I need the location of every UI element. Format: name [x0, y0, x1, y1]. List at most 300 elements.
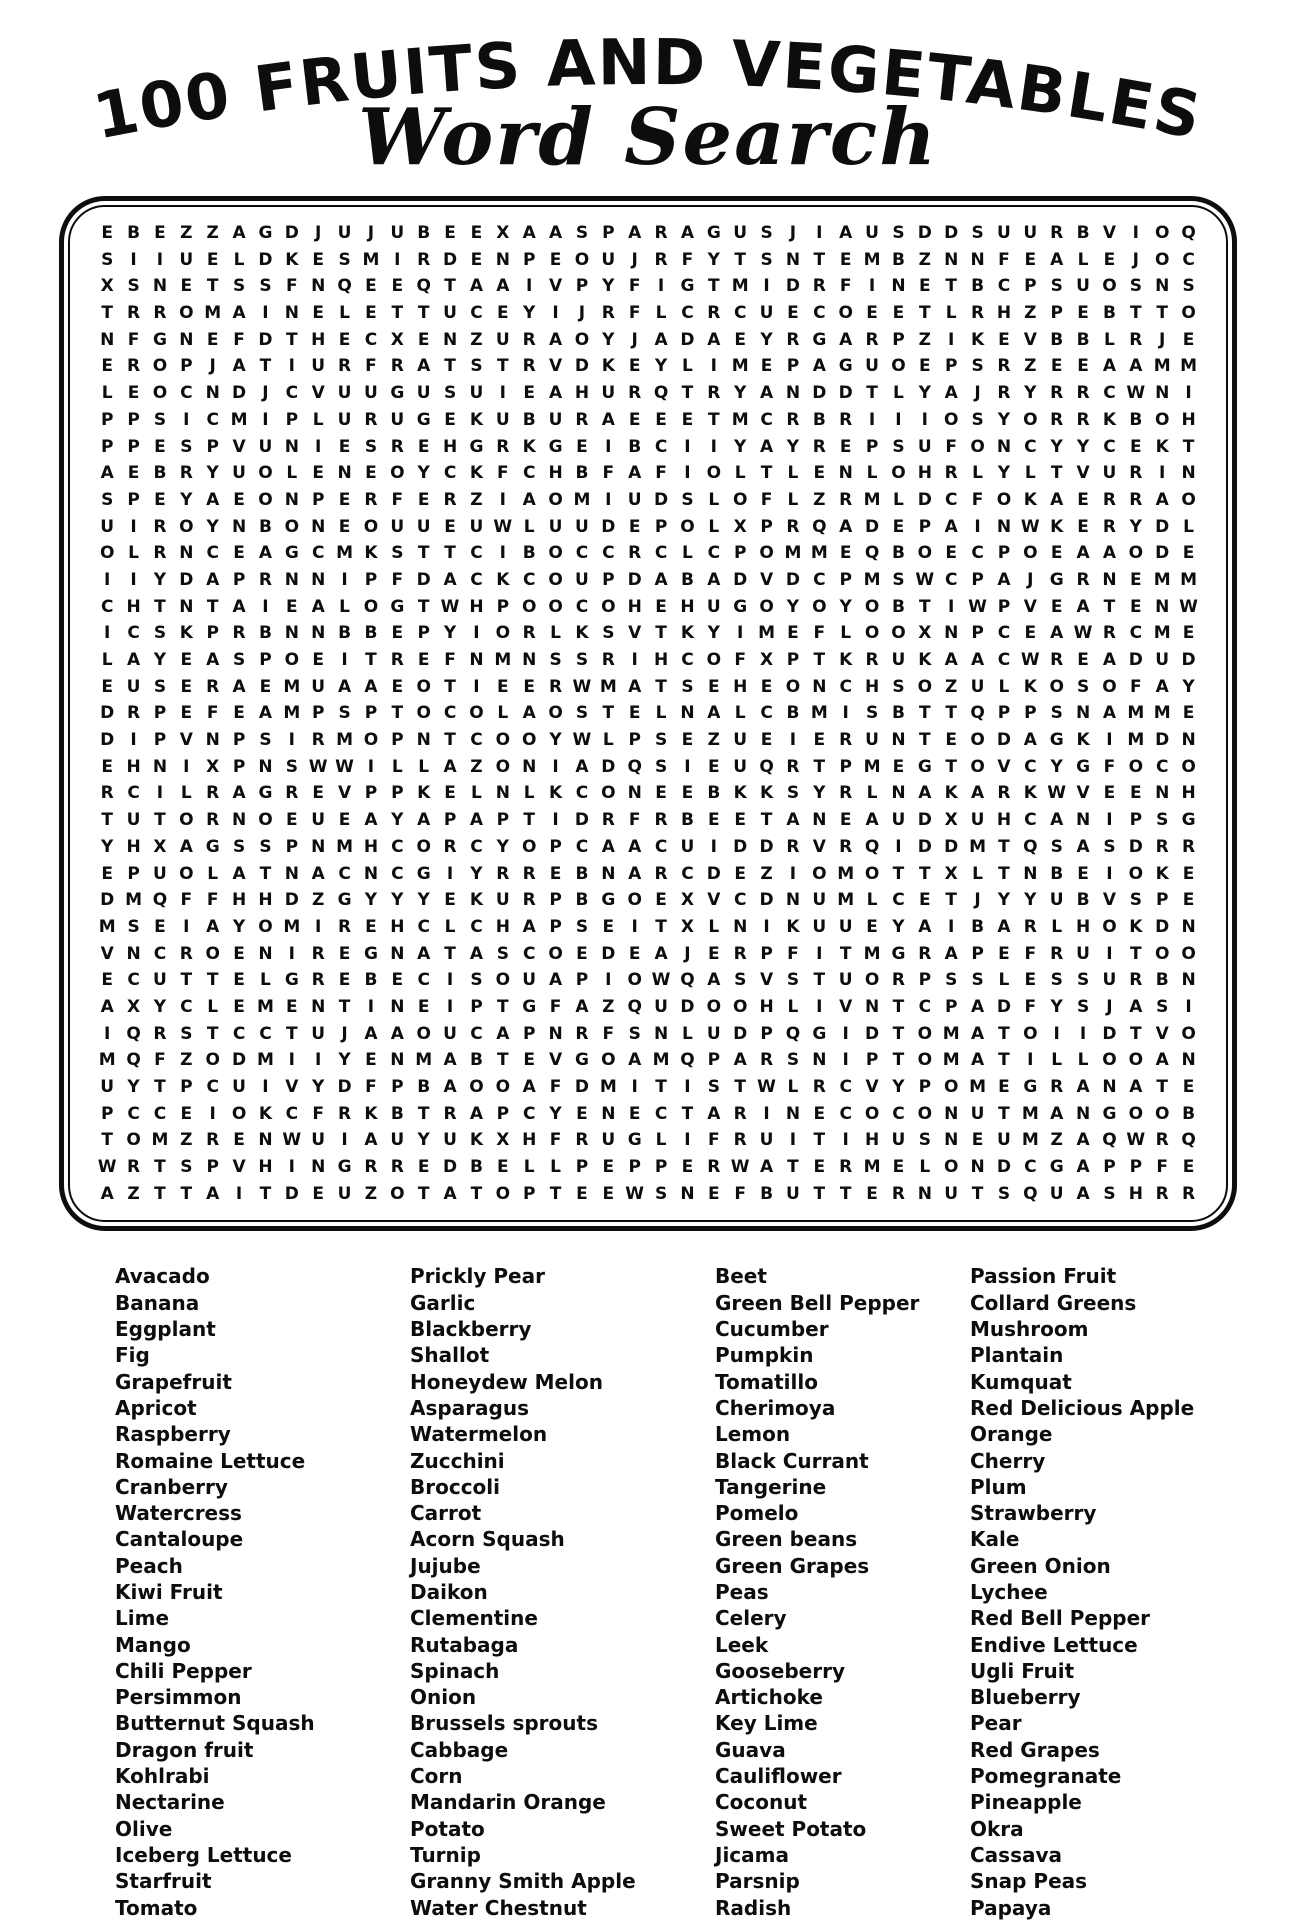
grid-letter: O: [1128, 1103, 1144, 1124]
grid-letter: R: [839, 489, 853, 510]
grid-letter: E: [866, 1183, 878, 1204]
grid-letter: O: [390, 463, 405, 484]
grid-row: [94, 914, 1202, 941]
grid-letter: C: [259, 1023, 272, 1044]
word-list-item: Tangerine: [715, 1474, 827, 1499]
grid-letter: F: [681, 249, 694, 270]
grid-letter: F: [154, 1050, 166, 1071]
grid-letter: Z: [1024, 303, 1037, 324]
grid-letter: G: [627, 1130, 642, 1151]
grid-letter: Y: [232, 916, 246, 937]
grid-row: [94, 780, 1202, 807]
grid-letter: Y: [602, 329, 615, 350]
grid-row: [94, 220, 1202, 247]
grid-letter: O: [864, 1103, 880, 1124]
grid-letter: E: [892, 516, 905, 537]
grid-letter: U: [416, 383, 431, 404]
grid-letter: Z: [470, 756, 483, 777]
grid-letter: S: [101, 249, 114, 270]
grid-letter: F: [365, 356, 377, 377]
grid-letter: O: [574, 249, 590, 270]
grid-letter: B: [680, 810, 694, 831]
grid-letter: P: [496, 810, 510, 831]
grid-letter: L: [1051, 1050, 1063, 1071]
grid-row: [94, 353, 1202, 380]
grid-row: [94, 1154, 1202, 1181]
grid-letter: G: [363, 943, 378, 964]
word-list-item: Kumquat: [970, 1369, 1072, 1394]
grid-letter: Y: [443, 623, 457, 644]
grid-letter: T: [206, 1023, 219, 1044]
grid-letter: L: [497, 703, 509, 724]
grid-letter: E: [365, 303, 377, 324]
grid-letter: K: [469, 1130, 484, 1151]
grid-letter: C: [522, 1103, 536, 1124]
grid-letter: C: [470, 543, 483, 564]
grid-letter: N: [311, 836, 326, 857]
grid-letter: R: [522, 356, 536, 377]
grid-letter: I: [842, 1023, 849, 1044]
grid-letter: B: [575, 863, 589, 884]
grid-letter: P: [575, 276, 589, 297]
grid-letter: J: [631, 249, 638, 270]
grid-letter: L: [840, 623, 852, 644]
grid-letter: B: [707, 783, 721, 804]
grid-letter: P: [153, 730, 167, 751]
grid-letter: C: [127, 970, 140, 991]
grid-letter: X: [496, 1130, 510, 1151]
grid-letter: E: [866, 916, 878, 937]
grid-letter: C: [470, 836, 483, 857]
grid-letter: S: [1156, 810, 1169, 831]
grid-letter: V: [337, 783, 352, 804]
grid-letter: U: [364, 383, 378, 404]
grid-letter: O: [601, 596, 616, 617]
grid-letter: U: [759, 303, 774, 324]
grid-letter: I: [367, 996, 375, 1017]
grid-letter: S: [153, 409, 167, 430]
grid-letter: A: [1076, 596, 1090, 617]
grid-letter: E: [945, 543, 957, 564]
grid-letter: T: [760, 810, 773, 831]
grid-letter: B: [760, 1183, 774, 1204]
word-list-item: Avacado: [115, 1264, 210, 1289]
grid-letter: E: [312, 303, 324, 324]
word-list-item: Spinach: [410, 1658, 500, 1683]
grid-letter: U: [153, 863, 167, 884]
grid-letter: R: [1050, 1077, 1064, 1097]
grid-letter: E: [523, 676, 535, 697]
grid-letter: N: [469, 650, 484, 670]
grid-letter: E: [1077, 489, 1089, 510]
grid-letter: K: [839, 650, 853, 670]
grid-letter: C: [285, 1103, 299, 1124]
grid-letter: E: [338, 436, 351, 457]
grid-letter: P: [232, 756, 246, 777]
grid-letter: C: [681, 303, 694, 324]
grid-letter: T: [444, 730, 456, 751]
grid-letter: Y: [1024, 890, 1037, 911]
grid-letter: O: [284, 516, 300, 537]
grid-letter: U: [337, 1183, 352, 1204]
grid-letter: V: [1102, 890, 1117, 911]
grid-letter: T: [259, 1183, 272, 1204]
grid-letter: N: [258, 756, 273, 777]
grid-letter: F: [655, 463, 667, 484]
grid-letter: C: [575, 596, 589, 617]
grid-letter: C: [127, 623, 140, 644]
grid-letter: U: [575, 516, 589, 537]
grid-letter: I: [684, 463, 691, 484]
grid-letter: T: [813, 249, 826, 270]
grid-letter: W: [440, 596, 460, 617]
grid-letter: C: [654, 543, 668, 564]
grid-letter: I: [209, 1103, 216, 1124]
grid-letter: R: [839, 1157, 853, 1178]
grid-letter: Q: [785, 1023, 801, 1044]
grid-letter: A: [522, 489, 536, 510]
word-list-item: Cauliflower: [715, 1764, 842, 1789]
grid-letter: O: [917, 543, 933, 564]
grid-letter: R: [1182, 1183, 1196, 1204]
grid-letter: E: [417, 650, 430, 670]
grid-letter: W: [1179, 596, 1198, 617]
grid-letter: L: [312, 409, 324, 430]
grid-letter: R: [628, 383, 642, 404]
word-list-item: Green Bell Pepper: [715, 1290, 920, 1315]
grid-letter: T: [444, 943, 456, 964]
grid-letter: U: [865, 730, 879, 751]
grid-letter: S: [760, 249, 773, 270]
grid-letter: U: [443, 303, 457, 324]
grid-letter: R: [944, 463, 958, 484]
grid-letter: R: [654, 863, 668, 884]
grid-letter: J: [631, 329, 638, 350]
grid-letter: C: [522, 463, 536, 484]
grid-letter: Y: [1024, 383, 1037, 404]
grid-letter: N: [258, 943, 273, 964]
grid-letter: E: [312, 650, 324, 670]
grid-letter: B: [1076, 890, 1090, 911]
grid-letter: S: [153, 623, 167, 644]
grid-letter: T: [101, 810, 113, 831]
grid-letter: O: [521, 836, 537, 857]
grid-letter: U: [970, 676, 985, 697]
grid-letter: Y: [153, 996, 167, 1017]
grid-letter: M: [863, 756, 881, 777]
grid-letter: O: [574, 329, 590, 350]
grid-letter: R: [496, 863, 510, 884]
grid-letter: R: [865, 329, 879, 350]
grid-letter: M: [336, 836, 354, 857]
grid-letter: O: [838, 303, 853, 324]
grid-letter: B: [1129, 409, 1143, 430]
grid-letter: K: [285, 249, 299, 270]
grid-letter: A: [1076, 1157, 1090, 1178]
grid-letter: O: [1154, 223, 1170, 243]
grid-letter: A: [944, 650, 958, 670]
grid-letter: I: [156, 249, 164, 270]
grid-letter: N: [1155, 383, 1170, 404]
grid-letter: Q: [680, 1050, 695, 1071]
grid-letter: I: [183, 756, 190, 777]
grid-letter: R: [1076, 569, 1090, 590]
grid-letter: K: [1155, 863, 1169, 884]
grid-letter: C: [391, 863, 404, 884]
word-list-item: Key Lime: [715, 1711, 818, 1736]
grid-letter: P: [865, 436, 879, 457]
grid-letter: E: [417, 1157, 430, 1178]
grid-border-outer: [59, 196, 1237, 1231]
grid-letter: M: [810, 543, 828, 564]
grid-letter: U: [733, 730, 748, 751]
grid-letter: R: [153, 303, 167, 324]
grid-letter: S: [1050, 703, 1063, 724]
grid-letter: A: [733, 1050, 747, 1071]
grid-letter: P: [496, 596, 510, 617]
grid-letter: E: [655, 890, 667, 911]
grid-letter: W: [1073, 623, 1093, 644]
word-list-item: Brussels sprouts: [410, 1711, 598, 1736]
grid-letter: I: [842, 703, 849, 724]
grid-letter: S: [1076, 970, 1090, 991]
grid-letter: R: [918, 943, 932, 964]
grid-letter: Y: [338, 1050, 351, 1071]
grid-letter: C: [813, 303, 826, 324]
grid-letter: F: [760, 489, 773, 510]
grid-letter: P: [1129, 810, 1143, 831]
grid-letter: T: [892, 996, 905, 1017]
grid-letter: B: [364, 970, 378, 991]
word-list-item: Watermelon: [410, 1422, 548, 1447]
grid-letter: S: [153, 676, 167, 697]
grid-letter: V: [865, 1077, 879, 1097]
grid-letter: A: [628, 1050, 642, 1071]
grid-letter: N: [601, 1103, 616, 1124]
grid-letter: Y: [417, 1130, 430, 1151]
grid-letter: T: [945, 703, 957, 724]
grid-letter: U: [100, 516, 115, 537]
grid-letter: A: [654, 329, 668, 350]
grid-letter: R: [654, 249, 668, 270]
grid-letter: R: [1129, 970, 1143, 991]
grid-letter: V: [548, 1050, 563, 1071]
grid-letter: O: [891, 623, 906, 644]
grid-letter: T: [919, 703, 931, 724]
grid-letter: P: [1050, 303, 1063, 324]
grid-letter: E: [180, 703, 193, 724]
grid-letter: I: [605, 436, 612, 457]
grid-letter: R: [707, 303, 721, 324]
grid-letter: A: [522, 916, 536, 937]
grid-letter: S: [734, 970, 747, 991]
grid-letter: I: [1185, 383, 1192, 404]
grid-letter: A: [997, 569, 1011, 590]
grid-letter: A: [1129, 356, 1143, 377]
grid-letter: S: [760, 223, 773, 243]
grid-letter: Z: [707, 730, 720, 751]
grid-letter: S: [654, 730, 668, 751]
grid-letter: Y: [839, 596, 852, 617]
grid-letter: N: [311, 276, 326, 297]
grid-letter: M: [1021, 1103, 1039, 1124]
grid-letter: O: [680, 516, 695, 537]
word-list-item: Daikon: [410, 1580, 488, 1604]
grid-letter: N: [284, 303, 299, 324]
grid-letter: P: [127, 436, 140, 457]
grid-letter: B: [971, 276, 985, 297]
grid-letter: D: [100, 703, 115, 724]
grid-letter: F: [444, 650, 456, 670]
grid-letter: T: [444, 276, 456, 297]
grid-letter: B: [971, 916, 985, 937]
grid-letter: U: [1155, 650, 1170, 670]
grid-letter: N: [1075, 1103, 1091, 1124]
grid-letter: Q: [1181, 223, 1196, 243]
grid-letter: E: [655, 596, 667, 617]
grid-letter: I: [1106, 810, 1113, 831]
grid-letter: M: [758, 623, 776, 644]
grid-letter: R: [997, 383, 1011, 404]
word-list-item: Guava: [715, 1737, 786, 1762]
grid-letter: R: [1129, 463, 1143, 484]
grid-letter: S: [786, 783, 800, 804]
word-list-item: Mango: [115, 1632, 191, 1657]
grid-row: [94, 460, 1202, 487]
grid-letter: P: [892, 329, 905, 350]
grid-letter: C: [470, 916, 483, 937]
grid-letter: L: [523, 783, 535, 804]
grid-letter: R: [232, 623, 246, 644]
grid-letter: P: [443, 810, 457, 831]
grid-letter: C: [443, 463, 457, 484]
grid-letter: S: [575, 916, 589, 937]
grid-letter: A: [232, 676, 246, 697]
grid-row: [94, 514, 1202, 541]
grid-letter: E: [734, 810, 746, 831]
grid-letter: E: [444, 783, 456, 804]
grid-letter: H: [864, 676, 880, 697]
grid-letter: L: [682, 356, 693, 377]
grid-letter: O: [1154, 409, 1170, 430]
grid-letter: M: [256, 1050, 274, 1071]
grid-letter: P: [760, 943, 773, 964]
grid-letter: O: [1102, 276, 1117, 297]
grid-letter: T: [892, 863, 905, 884]
grid-letter: C: [575, 836, 589, 857]
grid-letter: C: [127, 1103, 140, 1124]
grid-letter: L: [708, 516, 720, 537]
grid-letter: P: [997, 703, 1011, 724]
grid-letter: O: [943, 1077, 959, 1097]
grid-letter: O: [1181, 303, 1196, 324]
grid-letter: M: [731, 276, 749, 297]
grid-letter: S: [1050, 970, 1063, 991]
grid-letter: A: [443, 569, 457, 590]
grid-letter: N: [284, 863, 299, 884]
grid-letter: N: [785, 249, 801, 270]
grid-letter: E: [813, 463, 826, 484]
grid-letter: O: [363, 730, 379, 751]
grid-letter: W: [968, 596, 987, 617]
grid-letter: T: [919, 730, 931, 751]
grid-letter: U: [232, 1077, 246, 1097]
grid-letter: T: [708, 276, 720, 297]
grid-letter: P: [707, 1050, 721, 1071]
grid-letter: Y: [153, 569, 167, 590]
grid-letter: F: [734, 1183, 746, 1204]
grid-row: [94, 834, 1202, 861]
grid-letter: Y: [1050, 996, 1063, 1017]
grid-letter: V: [812, 836, 826, 857]
grid-letter: F: [628, 303, 641, 324]
grid-letter: U: [337, 383, 352, 404]
grid-letter: T: [101, 303, 113, 324]
grid-letter: E: [523, 383, 535, 404]
grid-letter: Y: [918, 383, 931, 404]
grid-letter: T: [444, 543, 456, 564]
grid-letter: I: [1132, 223, 1139, 243]
grid-letter: T: [839, 1183, 852, 1204]
grid-letter: N: [970, 1157, 985, 1178]
grid-letter: A: [1102, 356, 1117, 377]
grid-letter: I: [130, 249, 137, 270]
grid-letter: I: [394, 249, 401, 270]
grid-letter: R: [786, 516, 800, 537]
grid-letter: E: [312, 1183, 324, 1204]
grid-letter: N: [284, 569, 299, 590]
grid-letter: E: [839, 810, 852, 831]
grid-letter: Y: [549, 1103, 562, 1124]
grid-letter: P: [364, 783, 378, 804]
grid-letter: O: [601, 783, 616, 804]
grid-letter: O: [864, 623, 880, 644]
grid-letter: R: [839, 409, 853, 430]
grid-letter: L: [893, 489, 904, 510]
word-list-item: Red Delicious Apple: [970, 1395, 1195, 1420]
grid-letter: L: [945, 303, 957, 324]
grid-letter: U: [311, 676, 326, 697]
grid-letter: O: [970, 756, 985, 777]
grid-letter: A: [522, 1077, 536, 1097]
grid-letter: G: [548, 436, 563, 457]
word-list-item: Peach: [115, 1553, 183, 1578]
grid-letter: D: [1155, 543, 1170, 564]
grid-letter: A: [601, 836, 615, 857]
grid-row: [94, 567, 1202, 594]
grid-letter: U: [786, 1183, 800, 1204]
grid-letter: I: [130, 569, 137, 590]
grid-letter: L: [655, 1130, 667, 1151]
grid-letter: E: [549, 863, 562, 884]
grid-letter: H: [864, 1130, 880, 1151]
grid-letter: T: [154, 1077, 166, 1097]
grid-letter: A: [1076, 543, 1090, 564]
grid-letter: D: [785, 569, 800, 590]
grid-letter: V: [1023, 596, 1037, 617]
grid-letter: Y: [549, 730, 562, 751]
grid-letter: T: [787, 1157, 799, 1178]
grid-letter: Y: [786, 436, 800, 457]
grid-letter: N: [1075, 703, 1091, 724]
grid-letter: O: [1181, 489, 1196, 510]
grid-letter: R: [654, 810, 668, 831]
grid-letter: Z: [180, 1050, 193, 1071]
grid-letter: T: [708, 409, 720, 430]
grid-letter: B: [469, 1050, 483, 1071]
grid-letter: A: [206, 650, 220, 670]
grid-letter: G: [337, 890, 352, 911]
